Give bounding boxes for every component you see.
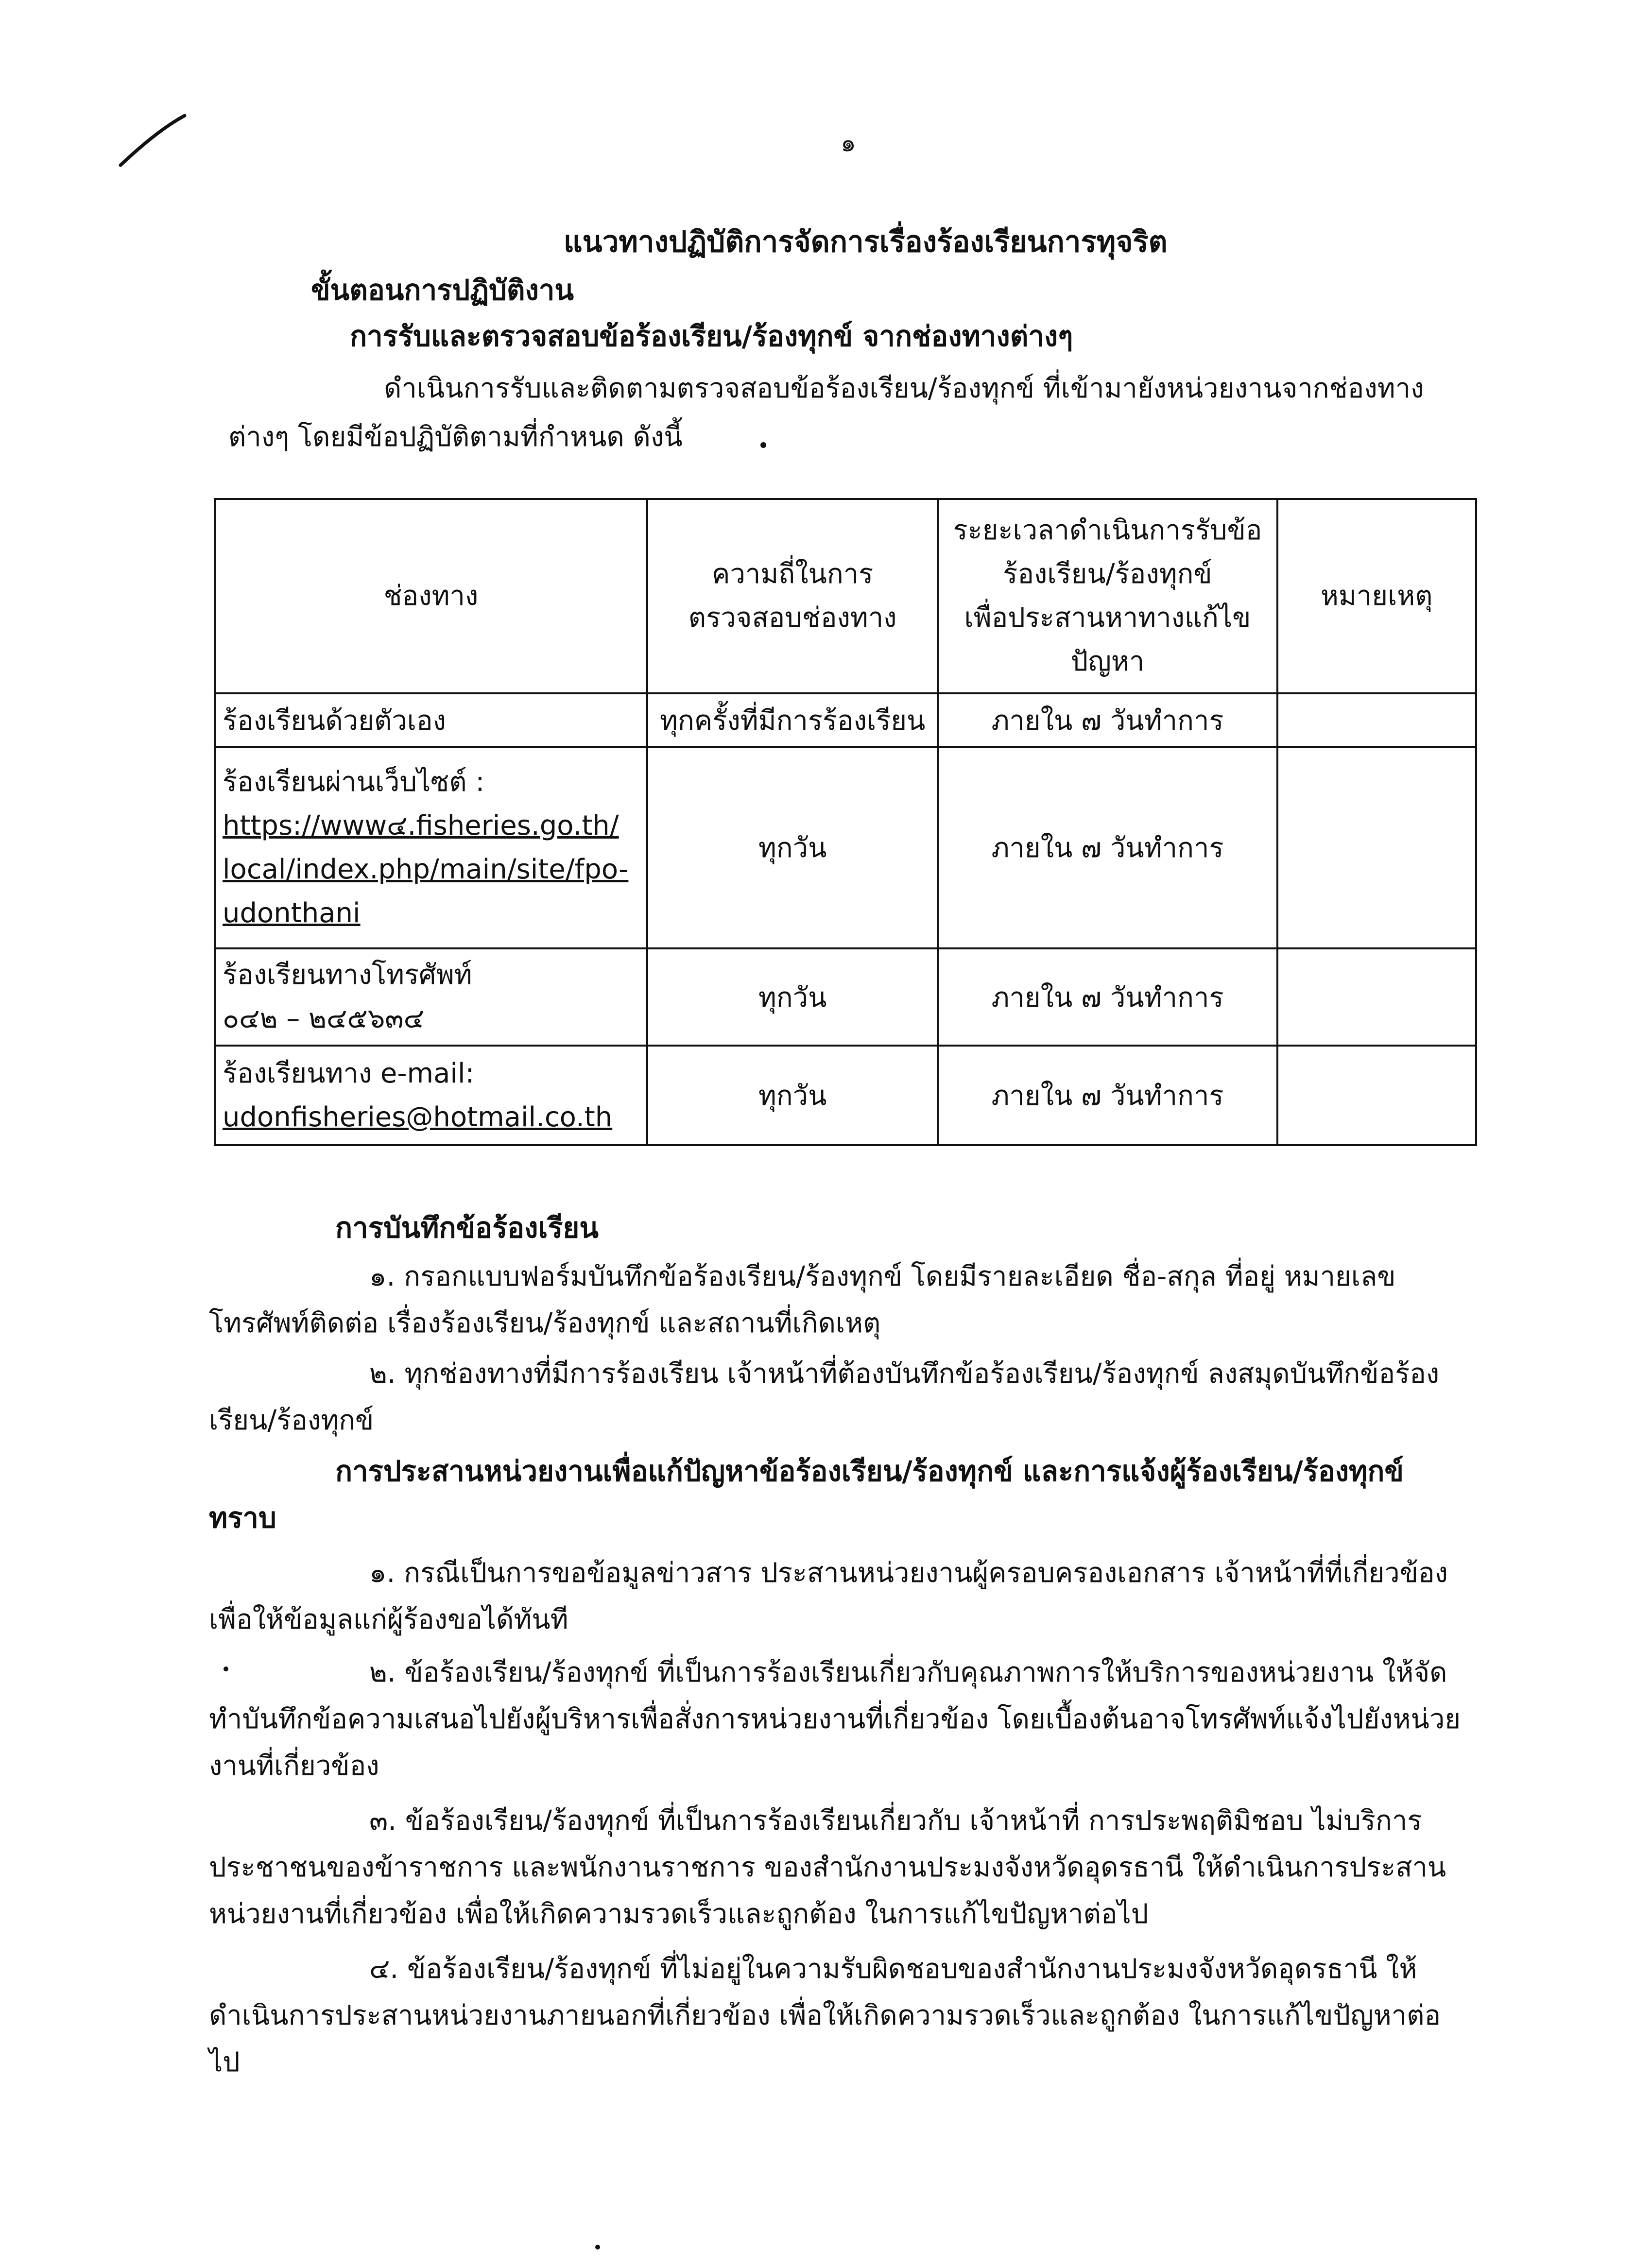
record-heading: การบันทึกข้อร้องเรียน <box>335 1211 599 1244</box>
pen-stroke-mark <box>117 112 189 170</box>
cell-frequency: ทุกครั้งที่มีการร้องเรียน <box>647 693 938 747</box>
page-number: ๑ <box>841 129 856 157</box>
cell-channel: ร้องเรียนด้วยตัวเอง <box>215 693 647 747</box>
table-row <box>215 948 1476 1046</box>
cell-duration: ภายใน ๗ วันทำการ <box>938 693 1277 747</box>
cell-duration: ภายใน ๗ วันทำการ <box>938 1046 1277 1145</box>
table-row <box>215 693 1476 747</box>
scan-speck <box>224 1667 228 1671</box>
scan-speck <box>760 442 766 448</box>
cell-duration: ภายใน ๗ วันทำการ <box>938 747 1277 948</box>
website-link-cont[interactable]: local/index.php/main/site/fpo- <box>223 853 629 885</box>
cell-channel: ร้องเรียนผ่านเว็บไซต์ : https://www๔.fisheries.go.th/ local/index.php/main/site/fpo- udonthani <box>215 747 647 948</box>
cell-frequency: ทุกวัน <box>647 1046 938 1145</box>
coordination-heading: การประสานหน่วยงานเพื่อแก้ปัญหาข้อร้องเรียน/ร้องทุกข์ และการแจ้งผู้ร้องเรียน/ร้องทุกข์ทราบ <box>209 1455 1404 1534</box>
website-link[interactable]: https://www๔.fisheries.go.th/ <box>223 809 619 842</box>
header-duration: ระยะเวลาดำเนินการรับข้อ ร้องเรียน/ร้องทุกข์ เพื่อประสานหาทางแก้ไข ปัญหา <box>938 499 1277 693</box>
header-channel: ช่องทาง <box>215 499 647 693</box>
cell-remark <box>1277 747 1476 948</box>
document-title: แนวทางปฏิบัติการจัดการเรื่องร้องเรียนการทุจริต <box>564 225 1168 259</box>
cell-frequency: ทุกวัน <box>647 747 938 948</box>
heading-receive: การรับและตรวจสอบข้อร้องเรียน/ร้องทุกข์ จากช่องทางต่างๆ <box>350 320 1073 353</box>
coordination-item-1: ๑. กรณีเป็นการขอข้อมูลข่าวสาร ประสานหน่วยงานผู้ครอบครองเอกสาร เจ้าหน้าที่ที่เกี่ยวข้องเพื่อให้ข้อมูลแก่ผู้ร้องขอได้ทันที <box>209 1557 1448 1635</box>
cell-remark <box>1277 1046 1476 1145</box>
scan-speck <box>595 2245 600 2250</box>
heading-procedure: ขั้นตอนการปฏิบัติงาน <box>311 274 574 307</box>
coordination-item-4: ๔. ข้อร้องเรียน/ร้องทุกข์ ที่ไม่อยู่ในความรับผิดชอบของสำนักงานประมงจังหวัดอุดรธานี ให้ดำเนินการประสานหน่วยงานภายนอกที่เกี่ยวข้อง เพื่อให้เกิดความรวดเร็วและถูกต้อง ในการแก้ไขปัญหาต่อไป <box>209 1953 1441 2078</box>
table-row <box>215 1046 1476 1145</box>
cell-frequency: ทุกวัน <box>647 948 938 1046</box>
cell-channel: ร้องเรียนทางโทรศัพท์ ๐๔๒ – ๒๔๕๖๓๔ <box>215 948 647 1046</box>
table-header-row <box>215 499 1476 693</box>
cell-remark <box>1277 948 1476 1046</box>
email-link[interactable]: udonfisheries@hotmail.co.th <box>223 1101 613 1133</box>
coordination-item-2: ๒. ข้อร้องเรียน/ร้องทุกข์ ที่เป็นการร้องเรียนเกี่ยวกับคุณภาพการให้บริการของหน่วยงาน ให้จัดทำบันทึกข้อความเสนอไปยังผู้บริหารเพื่อสั่งการหน่วยงานที่เกี่ยวข้อง โดยเบื้องต้นอาจโทรศัพท์แจ้งไปยังหน่วยงานที่เกี่ยวข้อง <box>209 1657 1461 1782</box>
header-frequency: ความถี่ในการ ตรวจสอบช่องทาง <box>647 499 938 693</box>
coordination-item-3: ๓. ข้อร้องเรียน/ร้องทุกข์ ที่เป็นการร้องเรียนเกี่ยวกับ เจ้าหน้าที่ การประพฤติมิชอบ ไม่บริการประชาชนของข้าราชการ และพนักงานราชการ ของสำนักงานประมงจังหวัดอุดรธานี ให้ดำเนินการประสานหน่วยงานที่เกี่ยวข้อง เพื่อให้เกิดความรวดเร็วและถูกต้อง ในการแก้ไขปัญหาต่อไป <box>209 1805 1446 1930</box>
cell-duration: ภายใน ๗ วันทำการ <box>938 948 1277 1046</box>
table-row <box>215 747 1476 948</box>
cell-remark <box>1277 693 1476 747</box>
intro-paragraph: ดำเนินการรับและติดตามตรวจสอบข้อร้องเรียน/ร้องทุกข์ ที่เข้ามายังหน่วยงานจากช่องทางต่างๆ โดยมีข้อปฏิบัติตามที่กำหนด ดังนี้ <box>228 373 1424 453</box>
header-remark: หมายเหตุ <box>1277 499 1476 693</box>
website-link-end[interactable]: udonthani <box>223 897 361 929</box>
record-item-1: ๑. กรอกแบบฟอร์มบันทึกข้อร้องเรียน/ร้องทุกข์ โดยมีรายละเอียด ชื่อ-สกุล ที่อยู่ หมายเลขโทรศัพท์ติดต่อ เรื่องร้องเรียน/ร้องทุกข์ และสถานที่เกิดเหตุ <box>209 1261 1396 1339</box>
record-item-2: ๒. ทุกช่องทางที่มีการร้องเรียน เจ้าหน้าที่ต้องบันทึกข้อร้องเรียน/ร้องทุกข์ ลงสมุดบันทึกข้อร้องเรียน/ร้องทุกข์ <box>209 1358 1440 1436</box>
channels-table <box>214 498 1477 1146</box>
cell-channel: ร้องเรียนทาง e-mail: udonfisheries@hotmail.co.th <box>215 1046 647 1145</box>
